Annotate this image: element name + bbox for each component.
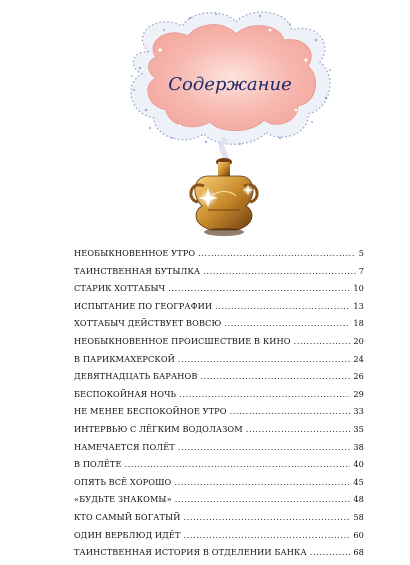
toc-entry[interactable]: СТАРИК ХОТТАБЫЧ ..... 10 <box>74 283 364 301</box>
page-title: Содержание <box>168 74 292 95</box>
toc-entry[interactable]: «БУДЬТЕ ЗНАКОМЫ» ..... 48 <box>74 494 364 512</box>
genie-bottle-illustration <box>120 10 340 240</box>
toc-entry[interactable]: НЕ МЕНЕЕ БЕСПОКОЙНОЕ УТРО ..... 33 <box>74 406 364 424</box>
toc-leader <box>184 530 351 540</box>
toc-page-number: 45 <box>353 476 364 487</box>
toc-entry[interactable]: ИСПЫТАНИЕ ПО ГЕОГРАФИИ ..... 13 <box>74 301 364 319</box>
toc-entry[interactable]: ОПЯТЬ ВСЁ ХОРОШО ..... 45 <box>74 477 364 495</box>
toc-entry[interactable]: НЕОБЫКНОВЕННОЕ УТРО ..... 5 <box>74 248 364 266</box>
toc-leader <box>246 424 351 434</box>
toc-page-number: 35 <box>353 423 364 434</box>
toc-entry[interactable]: НЕОБЫКНОВЕННОЕ ПРОИСШЕСТВИЕ В КИНО ..... 20 <box>74 336 364 354</box>
toc-entry[interactable]: НАМЕЧАЕТСЯ ПОЛЁТ ..... 38 <box>74 442 364 460</box>
toc-page-number: 24 <box>353 353 364 364</box>
toc-entry[interactable]: ИНТЕРВЬЮ С ЛЁГКИМ ВОДОЛАЗОМ ..... 35 <box>74 424 364 442</box>
toc-page-number: 33 <box>353 406 364 417</box>
toc-page-number: 13 <box>353 300 364 311</box>
toc-leader <box>310 547 351 557</box>
toc-page-number: 48 <box>353 494 364 505</box>
toc-leader <box>178 354 350 364</box>
toc-entry[interactable]: БЕСПОКОЙНАЯ НОЧЬ ..... 29 <box>74 389 364 407</box>
toc-page-number: 29 <box>353 388 364 399</box>
toc-leader <box>198 248 356 258</box>
toc-entry[interactable]: В ПОЛЁТЕ ..... 40 <box>74 459 364 477</box>
toc-leader <box>179 389 350 399</box>
toc-page-number: 10 <box>353 283 364 294</box>
table-of-contents <box>74 248 364 565</box>
toc-entry[interactable]: ДЕВЯТНАДЦАТЬ БАРАНОВ ..... 26 <box>74 371 364 389</box>
toc-page-number: 68 <box>353 547 364 558</box>
toc-page-number: 40 <box>353 459 364 470</box>
toc-entry[interactable]: ТАИНСТВЕННАЯ ИСТОРИЯ В ОТДЕЛЕНИИ БАНКА ..... 68 <box>74 547 364 565</box>
toc-leader <box>175 494 351 504</box>
toc-page-number: 26 <box>353 371 364 382</box>
toc-page-number: 7 <box>358 265 364 276</box>
toc-entry[interactable]: В ПАРИКМАХЕРСКОЙ ..... 24 <box>74 354 364 372</box>
toc-leader <box>168 283 350 293</box>
toc-leader <box>224 318 350 328</box>
toc-entry[interactable]: КТО САМЫЙ БОГАТЫЙ ..... 58 <box>74 512 364 530</box>
toc-page-number: 5 <box>358 248 364 258</box>
toc-leader <box>203 266 356 276</box>
toc-page-number: 60 <box>353 529 364 540</box>
toc-leader <box>215 301 350 311</box>
toc-page-number: 20 <box>353 335 364 346</box>
toc-leader <box>183 512 350 522</box>
toc-leader <box>174 477 350 487</box>
toc-page-number: 58 <box>353 511 364 522</box>
toc-page-number: 38 <box>353 441 364 452</box>
toc-page-number: 18 <box>353 318 364 329</box>
toc-leader <box>200 371 350 381</box>
toc-leader <box>125 459 351 469</box>
toc-leader <box>230 406 351 416</box>
toc-entry[interactable]: ТАИНСТВЕННАЯ БУТЫЛКА ..... 7 <box>74 266 364 284</box>
toc-entry[interactable]: ОДИН ВЕРБЛЮД ИДЁТ ..... 60 <box>74 530 364 548</box>
toc-leader <box>178 442 351 452</box>
toc-entry[interactable]: ХОТТАБЫЧ ДЕЙСТВУЕТ ВОВСЮ ..... 18 <box>74 318 364 336</box>
toc-leader <box>294 336 351 346</box>
